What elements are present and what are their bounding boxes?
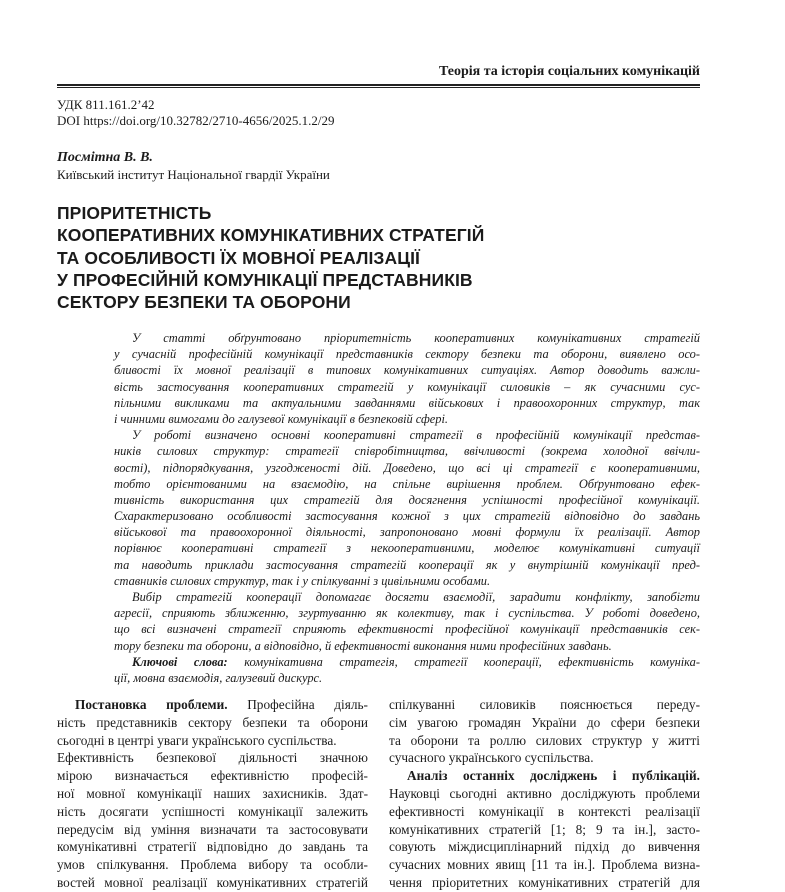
title-line: У ПРОФЕСІЙНІЙ КОМУНІКАЦІЇ ПРЕДСТАВНИКІВ <box>57 269 473 290</box>
abstract-line: у сучасній професійній комунікації представників сектору безпеки та оборони, виявлено осо- <box>114 347 700 362</box>
body-text: Професійна діяль- <box>247 697 368 712</box>
keywords-line <box>114 654 700 670</box>
keywords-label: Ключові слова: <box>132 654 228 669</box>
section-heading: Постановка проблеми. <box>75 697 228 712</box>
keywords-line: ції, мовна взаємодія, галузевий дискурс. <box>114 670 323 685</box>
body-line: сьогодні в центрі уваги українського суспільства. <box>57 732 337 748</box>
body-line: ність представників сектору безпеки та оборони <box>57 714 368 730</box>
body-line: совують міждисциплінарний підхід до вивчення <box>389 839 700 855</box>
author-name: Посмітна В. В. <box>57 150 153 165</box>
title-line: ТА ОСОБЛИВОСТІ ЇХ МОВНОЇ РЕАЛІЗАЦІЇ <box>57 247 420 268</box>
title-line: ПРІОРИТЕТНІСТЬ <box>57 203 212 223</box>
abstract-line: тивність використання цих стратегій для досягнення успішності професійної комунікації. <box>114 492 700 507</box>
body-line: умов спілкування. Проблема вибору та особли- <box>57 857 368 873</box>
body-line: Науковці сьогодні активно досліджують проблеми <box>389 785 700 801</box>
body-line <box>57 696 368 714</box>
article-title <box>57 202 484 313</box>
abstract-line: тобто орієнтованими на взаємодію, на спільне вирішення проблем. Обґрунтовано ефек- <box>114 476 700 491</box>
abstract-line: що всі визначені стратегії сприяють ефективності професійної комунікації представників сек- <box>114 622 700 637</box>
abstract-line: У роботі визначено основні кооперативні стратегії в професійній комунікації представ- <box>132 428 700 443</box>
body-line: Ефективність безпекової діяльності значною <box>57 750 368 766</box>
udc-code: УДК 811.161.2’42 <box>57 97 155 112</box>
author-affiliation: Київський інститут Національної гвардії України <box>57 167 330 182</box>
title-line: КООПЕРАТИВНИХ КОМУНІКАТИВНИХ СТРАТЕГІЙ <box>57 225 485 246</box>
body-line: передусім від уміння визначати та застосовувати <box>57 821 368 837</box>
body-line: ність досягати успішності комунікації залежить <box>57 803 368 819</box>
body-column-left <box>57 696 368 892</box>
abstract-line: Схарактеризовано особливості застосування кожної з цих стратегій відповідно до завдань <box>114 509 700 524</box>
body-line: сучасних мовних явищ [11 та ін.]. Проблема визна- <box>389 857 700 873</box>
body-line: спілкуванні силовиків пояснюється переду- <box>389 697 700 712</box>
abstract-line: ставників силових структур, так і у спілкуванні з цивільними особами. <box>114 573 491 588</box>
section-heading: Аналіз останніх досліджень і публікацій. <box>407 768 700 784</box>
body-line: востей мовної реалізації комунікативних стратегій <box>57 874 368 890</box>
journal-section-header: Теорія та історія соціальних комунікацій <box>438 64 700 79</box>
abstract-line: ників силових структур: стратегії співробітництва, ввічливості (зокрема холодної ввічли- <box>114 444 700 459</box>
body-line: чення пріоритетних комунікативних стратегій для <box>389 874 700 890</box>
doi-link[interactable]: DOI https://doi.org/10.32782/2710-4656/2025.1.2/29 <box>57 113 335 128</box>
body-line: мірою визначається ефективністю професій- <box>57 768 368 784</box>
abstract-line: агресії, сприяють зближенню, згуртуванню як колективу, так і суспільства. У роботі доведено, <box>114 606 700 621</box>
abstract-line: порівнює кооперативні стратегії з некооперативними, моделює комунікативні ситуації <box>114 541 700 556</box>
abstract-line: вості), підпорядкування, узгодженості дій. Доведено, що всі ці стратегії є кооперативними, <box>114 460 700 475</box>
abstract-line: вість застосування кооперативних стратегій у комунікації силовиків – як сучасними сус- <box>114 379 700 394</box>
body-line: комунікативні стратегії відповідно до завдань та <box>57 839 368 855</box>
body-line: сучасного українського суспільства. <box>389 750 594 766</box>
abstract-line: та наводить приклади застосування стратегій кооперації як у внутрішній комунікації пред- <box>114 557 700 572</box>
abstract-line: Вибір стратегій кооперації допомагає досягти взаємодії, зарадити конфлікту, запобігти <box>132 590 700 604</box>
body-line: комунікативних стратегій [1; 8; 9 та ін.], засто- <box>389 821 700 837</box>
abstract <box>114 330 700 686</box>
abstract-line: пільними викликами та актуальними завданнями військових і правоохоронних структур, так <box>114 395 700 410</box>
header-rule-thick <box>57 84 700 86</box>
title-line: СЕКТОРУ БЕЗПЕКИ ТА ОБОРОНИ <box>57 292 351 313</box>
body-line: ефективності комунікації в контексті реалізації <box>389 803 700 819</box>
body-line <box>389 767 700 785</box>
keywords-text: комунікативна стратегія, стратегії кооперації, ефективність комуніка- <box>244 654 700 669</box>
body-line: та оборони та роллю силових структур у житті <box>389 732 700 748</box>
header-rule-thin <box>57 87 700 88</box>
body-line: ної мовної комунікації наших захисників. Здат- <box>57 785 368 801</box>
abstract-line: і чинними вимогами до галузевої комунікації в безпековій сфері. <box>114 411 449 426</box>
abstract-line: військової та правоохоронної діяльності, запропоновано мовні формули їх реалізації. Автор <box>114 525 700 540</box>
abstract-line: тору безпеки та оборони, а відповідно, й ефективності виконання ними професійних завдань. <box>114 638 612 653</box>
abstract-line: бливості їх мовної реалізації в типових комунікативних ситуаціях. Автор доводить важли- <box>114 363 700 378</box>
body-column-right <box>389 696 700 892</box>
abstract-line: У статті обґрунтовано пріоритетність кооперативних комунікативних стратегій <box>132 331 700 345</box>
body-line: сім увагою громадян України до сфери безпеки <box>389 714 700 730</box>
